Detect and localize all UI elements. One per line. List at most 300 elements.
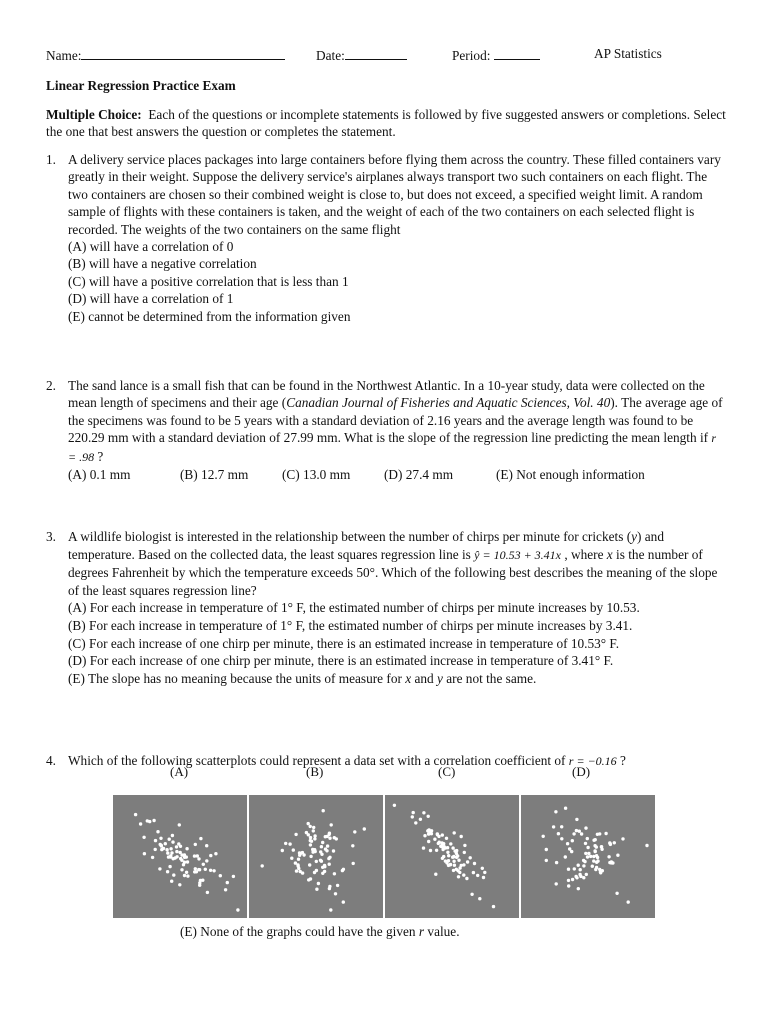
scatter-point bbox=[564, 855, 567, 858]
scatter-point bbox=[575, 876, 578, 879]
scatter-point bbox=[575, 818, 578, 821]
scatter-point bbox=[451, 846, 454, 849]
scatter-point bbox=[134, 813, 137, 816]
scatter-point bbox=[433, 838, 436, 841]
question-number: 4. bbox=[46, 753, 56, 768]
period-blank bbox=[494, 46, 540, 60]
scatter-point bbox=[302, 853, 305, 856]
scatterplot-grid bbox=[113, 795, 655, 918]
scatter-point bbox=[463, 851, 466, 854]
scatter-point bbox=[194, 843, 197, 846]
question-mark: ? bbox=[616, 753, 626, 768]
scatter-point bbox=[452, 860, 455, 863]
scatter-point bbox=[422, 811, 425, 814]
scatter-point bbox=[333, 872, 336, 875]
scatter-point bbox=[164, 842, 167, 845]
scatter-point bbox=[179, 851, 182, 854]
scatter-point bbox=[478, 897, 481, 900]
var-y: y bbox=[631, 529, 638, 544]
scatter-point bbox=[281, 849, 284, 852]
instructions-lead: Multiple Choice: bbox=[46, 107, 142, 122]
scatter-point bbox=[284, 842, 287, 845]
scatter-point bbox=[330, 823, 333, 826]
header-row bbox=[46, 46, 722, 64]
scatter-point bbox=[183, 874, 186, 877]
scatter-point bbox=[166, 870, 169, 873]
course-name: AP Statistics bbox=[594, 46, 662, 61]
scatter-point bbox=[177, 842, 180, 845]
scatter-point bbox=[160, 848, 163, 851]
var-x: x bbox=[606, 546, 613, 562]
scatter-point bbox=[452, 855, 455, 858]
scatter-point bbox=[414, 821, 417, 824]
scatter-point bbox=[613, 841, 616, 844]
scatter-point bbox=[206, 891, 209, 894]
scatter-point bbox=[419, 818, 422, 821]
scatter-point bbox=[172, 873, 175, 876]
scatter-point bbox=[453, 831, 456, 834]
scatter-point bbox=[170, 851, 173, 854]
scatter-point bbox=[290, 857, 293, 860]
scatter-point bbox=[444, 846, 447, 849]
scatter-point bbox=[571, 878, 574, 881]
question-1 bbox=[46, 151, 726, 325]
question-text-cont: ) and temperature. Based on the collected data, the least squares regression line is bbox=[68, 529, 664, 562]
scatter-point bbox=[178, 823, 181, 826]
scatter-point bbox=[185, 871, 188, 874]
scatter-point bbox=[567, 868, 570, 871]
scatter-point bbox=[328, 837, 331, 840]
scatter-point bbox=[554, 810, 557, 813]
option-e: (E) cannot be determined from the information given bbox=[68, 308, 351, 324]
scatter-point bbox=[608, 842, 611, 845]
name-label: Name: bbox=[46, 46, 285, 64]
scatter-point bbox=[462, 873, 465, 876]
scatter-point bbox=[436, 832, 439, 835]
scatter-point bbox=[205, 844, 208, 847]
option-a: (A) 0.1 mm bbox=[68, 467, 131, 483]
date-blank bbox=[345, 46, 407, 60]
scatter-point bbox=[313, 837, 316, 840]
scatter-point bbox=[472, 871, 475, 874]
scatter-point bbox=[321, 841, 324, 844]
scatter-point bbox=[545, 859, 548, 862]
scatter-point bbox=[411, 815, 414, 818]
scatter-point bbox=[492, 905, 495, 908]
plot-label-b: (B) bbox=[306, 764, 324, 779]
scatter-point bbox=[595, 866, 598, 869]
scatter-point bbox=[175, 855, 178, 858]
scatter-point bbox=[429, 849, 432, 852]
scatter-point bbox=[578, 873, 581, 876]
scatter-point bbox=[449, 842, 452, 845]
scatter-point bbox=[171, 834, 174, 837]
scatter-point bbox=[566, 842, 569, 845]
scatter-point bbox=[470, 893, 473, 896]
question-number: 2. bbox=[46, 378, 56, 393]
scatter-point bbox=[205, 859, 208, 862]
scatter-point bbox=[219, 874, 222, 877]
option-b: (B) For each increase in temperature of 1° F, the estimated number of chirps per minute increases by 3.41. bbox=[68, 617, 633, 633]
scatter-point bbox=[441, 833, 444, 836]
scatter-point bbox=[595, 845, 598, 848]
question-text-cont: , where bbox=[561, 546, 607, 562]
question-text-cont: is the number of degrees Fahrenheit by which the temperature exceeds 50°. Which of the following best describes the meaning of the slope of the least squares regression line? bbox=[68, 546, 718, 598]
scatter-point bbox=[143, 852, 146, 855]
scatter-point bbox=[582, 876, 585, 879]
scatter-point bbox=[168, 838, 171, 841]
scatter-point bbox=[585, 873, 588, 876]
scatter-point bbox=[209, 869, 212, 872]
scatter-point bbox=[295, 869, 298, 872]
scatter-point bbox=[326, 844, 329, 847]
scatter-svg-c bbox=[385, 795, 519, 918]
scatter-point bbox=[449, 863, 452, 866]
scatter-point bbox=[463, 844, 466, 847]
scatter-point bbox=[301, 871, 304, 874]
scatter-point bbox=[589, 855, 592, 858]
scatter-point bbox=[201, 879, 204, 882]
scatter-point bbox=[577, 887, 580, 890]
regression-equation: ŷ = 10.53 + 3.41x bbox=[474, 547, 562, 562]
scatter-point bbox=[328, 863, 331, 866]
scatter-point bbox=[483, 871, 486, 874]
question-3 bbox=[46, 528, 726, 687]
scatter-point bbox=[186, 860, 189, 863]
scatter-point bbox=[579, 868, 582, 871]
question-text-cont: ). The average age of the specimens was found to be 5 years with a standard deviation of 2.16 years and the average length was found to be 220.29 mm with a standard deviation of 27.99 mm. What is the slope of the regression line predicting the mean length if bbox=[68, 395, 723, 446]
scatter-point bbox=[168, 865, 171, 868]
scatter-point bbox=[194, 867, 197, 870]
scatter-point bbox=[297, 867, 300, 870]
scatter-point bbox=[427, 832, 430, 835]
option-c: (C) For each increase of one chirp per minute, there is an estimated increase in temperature of 10.53° F. bbox=[68, 635, 620, 651]
scatter-point bbox=[481, 867, 484, 870]
scatter-point bbox=[204, 868, 207, 871]
scatter-point bbox=[193, 870, 196, 873]
scatter-point bbox=[482, 876, 485, 879]
scatter-point bbox=[323, 864, 326, 867]
scatter-point bbox=[578, 830, 581, 833]
scatter-point bbox=[169, 847, 172, 850]
scatter-point bbox=[441, 842, 444, 845]
scatter-point bbox=[308, 863, 311, 866]
scatter-point bbox=[600, 845, 603, 848]
scatter-point bbox=[615, 892, 618, 895]
scatter-point bbox=[453, 864, 456, 867]
scatter-point bbox=[151, 856, 154, 859]
scatter-point bbox=[165, 848, 168, 851]
scatter-point bbox=[423, 834, 426, 837]
scatter-point bbox=[445, 837, 448, 840]
option-c: (C) 13.0 mm bbox=[282, 467, 351, 483]
var-r: r bbox=[418, 924, 425, 939]
scatter-point bbox=[224, 888, 227, 891]
scatter-point bbox=[607, 855, 610, 858]
scatter-point bbox=[154, 848, 157, 851]
scatter-point bbox=[322, 809, 325, 812]
scatter-point bbox=[197, 857, 200, 860]
scatter-point bbox=[447, 859, 450, 862]
plot-label-d: (D) bbox=[572, 764, 591, 779]
scatter-point bbox=[226, 881, 229, 884]
scatter-point bbox=[560, 825, 563, 828]
option-d: (D) For each increase of one chirp per minute, there is an estimated increase in temperature of 3.41° F. bbox=[68, 653, 614, 669]
scatter-point bbox=[599, 870, 602, 873]
scatter-point bbox=[571, 839, 574, 842]
scatter-point bbox=[441, 857, 444, 860]
scatter-svg-b bbox=[249, 795, 383, 918]
scatter-point bbox=[608, 861, 611, 864]
plot-label-c: (C) bbox=[438, 764, 456, 779]
option-d: (D) 27.4 mm bbox=[384, 467, 454, 483]
scatter-point bbox=[560, 837, 563, 840]
option-e-text-end: are not the same. bbox=[442, 670, 537, 686]
scatter-point bbox=[457, 875, 460, 878]
scatter-point bbox=[320, 853, 323, 856]
scatter-point bbox=[328, 885, 331, 888]
scatter-point bbox=[412, 811, 415, 814]
scatter-svg-a bbox=[113, 795, 247, 918]
option-a: (A) For each increase in temperature of 1° F, the estimated number of chirps per minute increases by 10.53. bbox=[68, 600, 640, 616]
scatter-svg-d bbox=[521, 795, 655, 918]
scatter-point bbox=[586, 837, 589, 840]
instructions-text: Each of the questions or incomplete statements is followed by five suggested answers or completions. Select the one that best answers the question or completes the statement. bbox=[46, 107, 726, 139]
scatter-point bbox=[458, 866, 461, 869]
scatterplot-a bbox=[113, 795, 247, 918]
scatter-point bbox=[180, 868, 183, 871]
scatter-point bbox=[594, 850, 597, 853]
scatter-point bbox=[582, 859, 585, 862]
scatter-point bbox=[567, 884, 570, 887]
scatter-point bbox=[542, 835, 545, 838]
date-label: Date: bbox=[316, 46, 407, 64]
scatter-point bbox=[193, 854, 196, 857]
scatter-point bbox=[434, 873, 437, 876]
scatter-point bbox=[326, 835, 329, 838]
question-2 bbox=[46, 377, 726, 484]
scatter-point bbox=[580, 832, 583, 835]
scatter-point bbox=[582, 864, 585, 867]
scatter-point bbox=[592, 859, 595, 862]
scatter-point bbox=[309, 836, 312, 839]
scatter-point bbox=[292, 848, 295, 851]
question-mark: ? bbox=[94, 448, 104, 464]
scatter-point bbox=[214, 852, 217, 855]
option-e-text-end: value. bbox=[424, 924, 460, 939]
scatter-point bbox=[170, 880, 173, 883]
scatter-point bbox=[567, 879, 570, 882]
scatter-point bbox=[570, 850, 573, 853]
scatterplot-d bbox=[521, 795, 655, 918]
var-x: x bbox=[405, 670, 412, 686]
exam-title: Linear Regression Practice Exam bbox=[46, 78, 236, 93]
scatter-point bbox=[465, 877, 468, 880]
scatter-point bbox=[325, 849, 328, 852]
scatter-point bbox=[199, 837, 202, 840]
scatter-point bbox=[627, 900, 630, 903]
scatter-point bbox=[142, 836, 145, 839]
plot-label-a: (A) bbox=[170, 764, 189, 779]
scatterplot-b bbox=[249, 795, 383, 918]
scatter-point bbox=[427, 840, 430, 843]
scatter-point bbox=[575, 829, 578, 832]
scatter-point bbox=[323, 870, 326, 873]
scatter-point bbox=[341, 869, 344, 872]
scatter-point bbox=[336, 884, 339, 887]
scatter-point bbox=[586, 846, 589, 849]
scatter-point bbox=[455, 868, 458, 871]
question-text: The sand lance is a small fish that can be found in the Northwest Atlantic. In a 10-year study, data were collected on the mean length of specimens and their age ( bbox=[68, 378, 705, 411]
scatter-point bbox=[152, 819, 155, 822]
scatter-point bbox=[573, 867, 576, 870]
instructions bbox=[46, 106, 726, 140]
option-b: (B) 12.7 mm bbox=[180, 467, 249, 483]
scatter-point bbox=[328, 832, 331, 835]
scatter-point bbox=[309, 855, 312, 858]
scatter-point bbox=[557, 832, 560, 835]
scatter-point bbox=[315, 869, 318, 872]
scatter-point bbox=[175, 850, 178, 853]
var-y: y bbox=[437, 670, 443, 686]
scatter-point bbox=[232, 875, 235, 878]
scatter-point bbox=[309, 843, 312, 846]
scatter-point bbox=[297, 858, 300, 861]
option-c: (C) will have a positive correlation that is less than 1 bbox=[68, 273, 349, 289]
scatter-point bbox=[342, 900, 345, 903]
question-text: A delivery service places packages into large containers before flying them across the country. These filled containers vary greatly in their weight. Suppose the delivery service's airplanes always transport two such containers on each flight. The two containers are chosen so their combined weight is close to, but does not exceed, a specified weight limit. A random sample of flights with these containers is taken, and the weight of each of the two containers on each selected flight is recorded. The weights of the two containers on the same flight bbox=[68, 152, 721, 237]
scatter-point bbox=[596, 859, 599, 862]
scatter-point bbox=[320, 860, 323, 863]
scatter-point bbox=[261, 864, 264, 867]
scatter-point bbox=[312, 829, 315, 832]
question-number: 3. bbox=[46, 529, 56, 544]
scatter-point bbox=[315, 888, 318, 891]
q4-option-e bbox=[180, 924, 460, 940]
scatter-point bbox=[212, 869, 215, 872]
scatter-point bbox=[335, 837, 338, 840]
scatter-point bbox=[473, 862, 476, 865]
scatter-point bbox=[309, 877, 312, 880]
scatter-point bbox=[604, 832, 607, 835]
question-number: 1. bbox=[46, 152, 56, 167]
scatter-point bbox=[180, 859, 183, 862]
period-label: Period: bbox=[452, 46, 540, 64]
scatter-point bbox=[457, 859, 460, 862]
scatter-point bbox=[552, 825, 555, 828]
scatter-point bbox=[446, 851, 449, 854]
scatter-point bbox=[555, 861, 558, 864]
name-blank bbox=[81, 46, 285, 60]
scatter-point bbox=[167, 855, 170, 858]
scatter-point bbox=[294, 833, 297, 836]
scatter-point bbox=[159, 843, 162, 846]
scatter-point bbox=[178, 883, 181, 886]
question-4 bbox=[46, 752, 726, 770]
scatter-point bbox=[202, 863, 205, 866]
option-a: (A) will have a correlation of 0 bbox=[68, 239, 234, 255]
scatter-point bbox=[577, 864, 580, 867]
scatter-point bbox=[469, 856, 472, 859]
scatter-point bbox=[307, 822, 310, 825]
scatter-point bbox=[572, 832, 575, 835]
scatter-point bbox=[460, 835, 463, 838]
scatter-point bbox=[327, 857, 330, 860]
scatter-point bbox=[314, 850, 317, 853]
scatter-point bbox=[310, 840, 313, 843]
scatter-point bbox=[584, 852, 587, 855]
option-e: (E) Not enough information bbox=[496, 467, 645, 483]
scatter-point bbox=[447, 854, 450, 857]
scatter-point bbox=[159, 837, 162, 840]
scatter-point bbox=[555, 882, 558, 885]
correlation-math: r = −0.16 bbox=[568, 754, 617, 768]
scatter-point bbox=[435, 849, 438, 852]
scatter-point bbox=[352, 862, 355, 865]
scatter-point bbox=[315, 860, 318, 863]
scatter-point bbox=[596, 856, 599, 859]
option-b: (B) will have a negative correlation bbox=[68, 256, 257, 272]
scatter-point bbox=[171, 840, 174, 843]
scatter-point bbox=[313, 834, 316, 837]
scatter-point bbox=[139, 822, 142, 825]
option-e-and: and bbox=[411, 670, 438, 686]
scatter-point bbox=[427, 815, 430, 818]
scatter-point bbox=[621, 837, 624, 840]
scatter-point bbox=[175, 845, 178, 848]
scatter-point bbox=[183, 853, 186, 856]
scatter-point bbox=[158, 867, 161, 870]
scatter-point bbox=[592, 839, 595, 842]
options-row bbox=[68, 466, 726, 484]
option-e-text: (E) The slope has no meaning because the units of measure for bbox=[68, 670, 406, 686]
scatter-point bbox=[209, 854, 212, 857]
journal-citation: Canadian Journal of Fisheries and Aquatic Sciences, Vol. 40 bbox=[286, 395, 611, 411]
scatter-point bbox=[616, 854, 619, 857]
scatter-point bbox=[309, 825, 312, 828]
scatter-point bbox=[334, 892, 337, 895]
scatter-point bbox=[198, 884, 201, 887]
scatter-point bbox=[312, 826, 315, 829]
scatter-point bbox=[154, 839, 157, 842]
scatter-point bbox=[146, 819, 149, 822]
scatter-point bbox=[587, 852, 590, 855]
scatter-point bbox=[466, 860, 469, 863]
option-d: (D) will have a correlation of 1 bbox=[68, 291, 234, 307]
scatter-point bbox=[156, 830, 159, 833]
scatter-point bbox=[353, 830, 356, 833]
scatter-point bbox=[166, 851, 169, 854]
scatter-point bbox=[586, 855, 589, 858]
scatter-point bbox=[317, 882, 320, 885]
question-text: A wildlife biologist is interested in the relationship between the number of chirps per minute for crickets ( bbox=[68, 529, 632, 544]
scatter-point bbox=[645, 844, 648, 847]
scatter-point bbox=[456, 854, 459, 857]
scatter-point bbox=[185, 847, 188, 850]
scatter-point bbox=[288, 842, 291, 845]
scatter-point bbox=[307, 833, 310, 836]
scatter-point bbox=[430, 829, 433, 832]
correlation-math: r = .98 bbox=[68, 431, 717, 464]
scatter-point bbox=[564, 807, 567, 810]
scatter-point bbox=[422, 846, 425, 849]
scatter-point bbox=[351, 844, 354, 847]
scatter-point bbox=[393, 804, 396, 807]
option-e bbox=[68, 670, 726, 688]
question-text: Which of the following scatterplots could represent a data set with a correlation coefficient of bbox=[68, 753, 569, 768]
scatter-point bbox=[476, 874, 479, 877]
scatter-point bbox=[596, 833, 599, 836]
